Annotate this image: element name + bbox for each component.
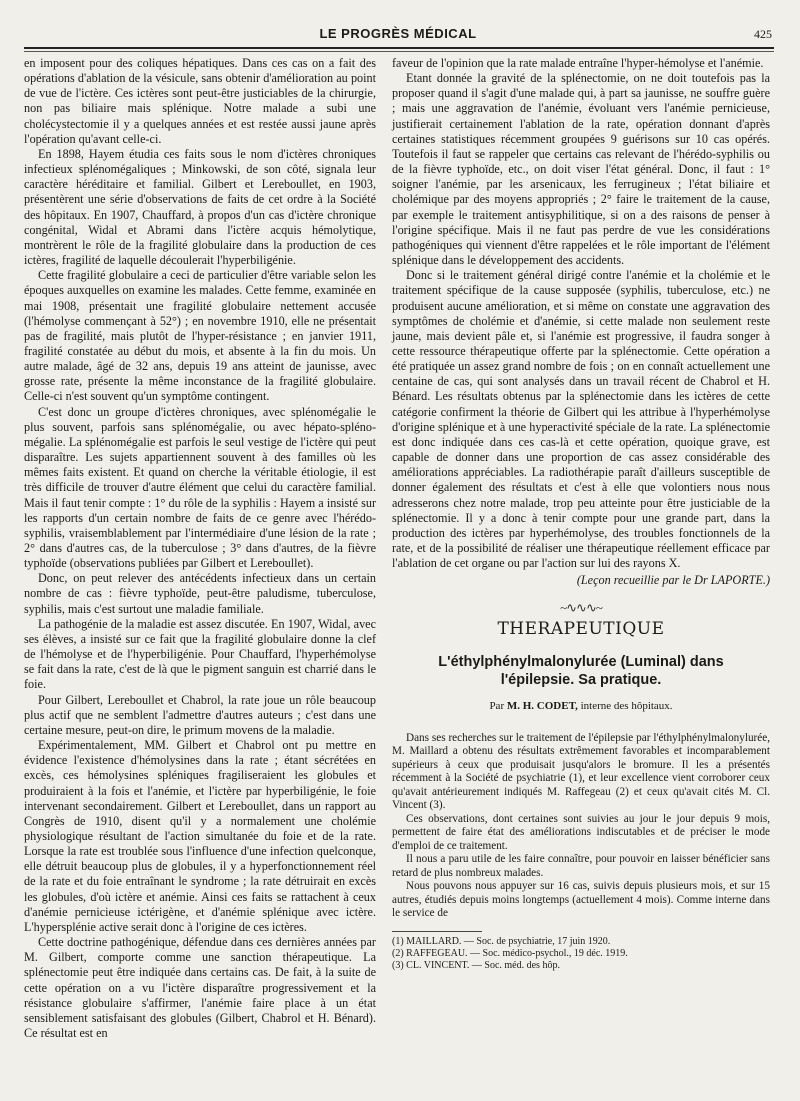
article-body — [392, 732, 770, 921]
paragraph: Dans ses recherches sur le traitement de l'épilepsie par l'éthylphénylmalonylurée, M. Maillard a obtenu des résultats extrêmement favorables et incomparablement supérieurs à ceux que produisait jusqu'alors le bromure. Il les a présentés récemment à la Société de psychiatrie (1), et leur excellence vient corroborer ceux qu'avait antérieurement indiqués M. Raffegeau (2) et ceux qu'avait cités M. Cl. Vincent (3). — [392, 731, 770, 812]
paragraph: Pour Gilbert, Lereboullet et Chabrol, la rate joue un rôle beaucoup plus actif que ne semblent l'admettre d'autres auteurs ; c'est dans une certaine mesure, peut-on dire, le primum movens de la maladie. — [24, 692, 376, 737]
article-title-line-1: L'éthylphénylmalonylurée (Luminal) dans — [438, 653, 724, 670]
paragraph: Etant donnée la gravité de la splénectomie, on ne doit toutefois pas la proposer quand il s'agit d'une malade qui, à part sa jaunisse, ne souffre guère ; mais une aggravation de l'anémie, évoluant vers l'anémie pernicieuse, justifierait certainement l'ablation de la rate, opération donnant d'après certaines statistiques récemment groupées 9 guérisons sur 10 cas opérés. Toutefois il faut se rappeler que certains cas relevant de l'hérédo-syphilis ou de la fièvre typhoïde, etc., on doit viser l'état général. Donc, il faut : 1° soigner l'anémie, par les arsenicaux, les ferrugineux ; l'état biliaire et cholémique par des moyens appropriés ; 2° faire le traitement de la cause, par exemple le traitement antisyphilitique, si on a des raisons de penser à l'origine spécifique. Mais il ne faut pas perdre de vue les considérations pathogéniques qui viennent d'être rappelées et le rôle important de l'élément splénique dans le développement des accidents. — [392, 71, 770, 268]
paragraph: Donc, on peut relever des antécédents infectieux dans un certain nombre de cas : fièvre typhoïde, peut-être paludisme, tuberculose, syphilis, mais c'est surtout une maladie familiale. — [24, 571, 376, 616]
article-byline — [392, 699, 770, 714]
header-rule — [24, 47, 774, 52]
footnote: (3) CL. VINCENT. — Soc. méd. des hôp. — [392, 959, 560, 971]
paragraph: Nous pouvons nous appuyer sur 16 cas, suivis depuis plusieurs mois, et sur 15 autres, étudiés depuis moins longtemps (actuellement 4 mois). Comme interne dans le service de — [392, 880, 770, 920]
section-divider-ornament: ~∿∿∿~ — [560, 600, 602, 616]
paragraph: C'est donc un groupe d'ictères chroniques, avec splénomégalie le plus souvent, parfois sans splénomégalie, ou avec hépato-spléno-mégalie. La splénomégalie est parfois le seul vestige de l'ictère qui peut disparaître. Les sujets appartiennent souvent à des familles où les mêmes faits existent. Et quand on cherche la véritable étiologie, il est très difficile de trouver d'autre élément que celui du caractère familial. Mais il faut tenir compte : 1° du rôle de la syphilis : Hayem a insisté sur les rapports d'un certain nombre de faits de ce genre avec l'hérédo-syphilis, vraisemblablement par l'intermédiaire d'une lésion de la rate ; 2° dans d'autres cas, de la tuberculose ; 3° dans d'autres, de la fièvre typhoïde (observations publiées par Gilbert et Lereboullet). — [24, 404, 376, 571]
paragraph: Il nous a paru utile de les faire connaître, pour pouvoir en laisser bénéficier sans retard de plus nombreux malades. — [392, 853, 770, 879]
right-column — [392, 56, 770, 972]
byline-author: M. H. CODET, — [506, 699, 578, 712]
paragraph: Expérimentalement, MM. Gilbert et Chabrol ont pu mettre en évidence l'existence d'hémolysines dans la rate ; étant sécrétées en excès, ces hémolysines spléniques fragiliseraient les globules et produiraient à la fois et l'anémie, et l'ictère par hyperbiligénie, le foie intervenant secondairement. Gilbert et Lereboullet, dans un rapport au Congrès de 1910, disent qu'il y a normalement une cholémie physiologique résultant de l'action simultanée du foie et de la rate. Lorsque la rate est troublée sous l'influence d'une infection quelconque, elle détruit beaucoup plus de globules, il y a hyperfonctionnement réel de la rate et du foie entraînant le syndrome ; la rate détruirait en excès les globules, d'où ictère et anémie. Ainsi ces faits se rattachent à ceux d'anémie pernicieuse ictérigène, et d'anémie splénique avec ictère. L'hypersplénie active serait donc à l'origine de ces ictères. — [24, 738, 376, 934]
footnotes — [392, 936, 770, 972]
left-column — [24, 56, 376, 1041]
byline-prefix: Par — [489, 699, 505, 712]
page-number: 425 — [754, 27, 772, 41]
paragraph: faveur de l'opinion que la rate malade entraîne l'hyper-hémolyse et l'anémie. — [392, 56, 764, 70]
paragraph: en imposent pour des coliques hépatiques. Dans ces cas on a fait des opérations d'ablation de la vésicule, sans obtenir d'amélioration au point de vue de l'ictère. Ces ictères sont peut-être justiciables de la chirurgie, non pas biliaire mais splénique. Notre malade a subi une cholécystectomie il y a quelques années et est restée aussi jaune après l'opération qu'avant celle-ci. — [24, 56, 376, 146]
footnote-rule — [392, 931, 482, 932]
footnote: (1) MAILLARD. — Soc. de psychiatrie, 17 juin 1920. — [392, 935, 611, 947]
article-title-line-2: l'épilepsie. Sa pratique. — [500, 671, 662, 688]
paragraph: Cette fragilité globulaire a ceci de particulier d'être variable selon les époques auxquelles on examine les malades. Cette femme, examinée en mai 1908, présentait une fragilité globulaire nettement accusée (l'hémolyse commençant à 52°) ; en novembre 1910, elle ne présentait pas de fragilité, mais plutôt de l'hyper-résistance ; en janvier 1911, fragilité constatée au début du mois, et absente à la fin du mois. Un autre malade, âgé de 32 ans, depuis 19 ans atteint de jaunisse, avec grosse rate, présente la même inconstance de la fragilité globulaire. Celle-ci n'est souvent qu'un symptôme contingent. — [24, 268, 376, 404]
section-title: THERAPEUTIQUE — [497, 618, 665, 639]
byline-suffix: interne des hôpitaux. — [580, 699, 673, 712]
paragraph: Cette doctrine pathogénique, défendue dans ces dernières années par M. Gilbert, comporte comme une sanction thérapeutique. La splénectomie peut être indiquée dans certains cas. De fait, à la suite de cette opération on a vu l'ictère disparaître progressivement et la résistance globulaire s'affirmer, l'anémie faire place à un état sensiblement satisfaisant des globules (Gilbert, Chabrol et H. Bénard). Ce résultat est en — [24, 935, 376, 1040]
paragraph: Ces observations, dont certaines sont suivies au jour le jour depuis 9 mois, permettent de faire état des améliorations indiscutables et de préciser le mode d'emploi de ce traitement. — [392, 812, 770, 852]
paragraph: En 1898, Hayem étudia ces faits sous le nom d'ictères chroniques infectieux splénomégaliques ; Minkowski, de son côté, signala leur caractère héréditaire et familial. Gilbert et Lereboullet, en 1903, présentèrent une série d'observations de faits de cet ordre à la Société des hôpitaux. En 1907, Chauffard, à propos d'un cas d'ictère chronique congénital, Widal et Abrami dans l'ictère acquis hémolytique, montrèrent le rôle de la fragilité globulaire dans la production de ces ictères, fragilité de laquelle découlerait l'hyperbiligénie. — [24, 146, 376, 268]
lecture-signature: (Leçon recueillie par le Dr LAPORTE.) — [576, 573, 770, 588]
page-header — [24, 26, 772, 44]
footnote: (2) RAFFEGEAU. — Soc. médico-psychol., 19 déc. 1919. — [392, 947, 628, 959]
journal-title: LE PROGRÈS MÉDICAL — [319, 26, 477, 41]
paragraph: Donc si le traitement général dirigé contre l'anémie et la cholémie et le traitement spécifique de la cause supposée (syphilis, tuberculose, etc.) ne produisent aucune amélioration, et si même on constate une aggravation des symptômes de cholémie et d'anémie, si cette malade non seulement reste jaune, mais devient pâle et, si l'anémie est progressive, il faudra songer à cette ressource thérapeutique offerte par la splénectomie. Cette opération a été pratiquée un assez grand nombre de fois ; on en connaît actuellement une centaine de cas, qui sont analysés dans un travail récent de Chabrol et H. Bénard. Les résultats obtenus par la splénectomie dans les ictères de cette catégorie confirment la théorie de Gilbert qui les attribue à l'hyperhémolyse d'origine splénique et à une hyperactivité spéciale de la rate. La splénectomie est donc indiquée dans ces cas-là et cette opération, quoique grave, est capable de donner dans une proportion de cas assez considérable des améliorations appréciables. La radiothérapie paraît d'ailleurs susceptible de donner également des résultats et c'est à elle que volontiers nous nous adresserons chez notre malade, trop peu atteinte pour être justiciable de la splénectomie. Il y a donc à tenir compte pour une grande part, dans la production des ictères par hyperhémolyse, des troubles fonctionnels de la rate, et de la possibilité de réaliser une thérapeutique réellement efficace par l'ablation de cet organe ou par l'action sur lui des rayons X. — [392, 268, 770, 571]
paragraph: La pathogénie de la maladie est assez discutée. En 1907, Widal, avec ses élèves, a insisté sur ce fait que la fragilité globulaire donne la clef de l'hémolyse et de l'hyperbiligénie. Pour Chauffard, l'hyperhémolyse se fait dans la rate, c'est de là que le pigment sanguin est charrié dans le foie. — [24, 616, 376, 692]
